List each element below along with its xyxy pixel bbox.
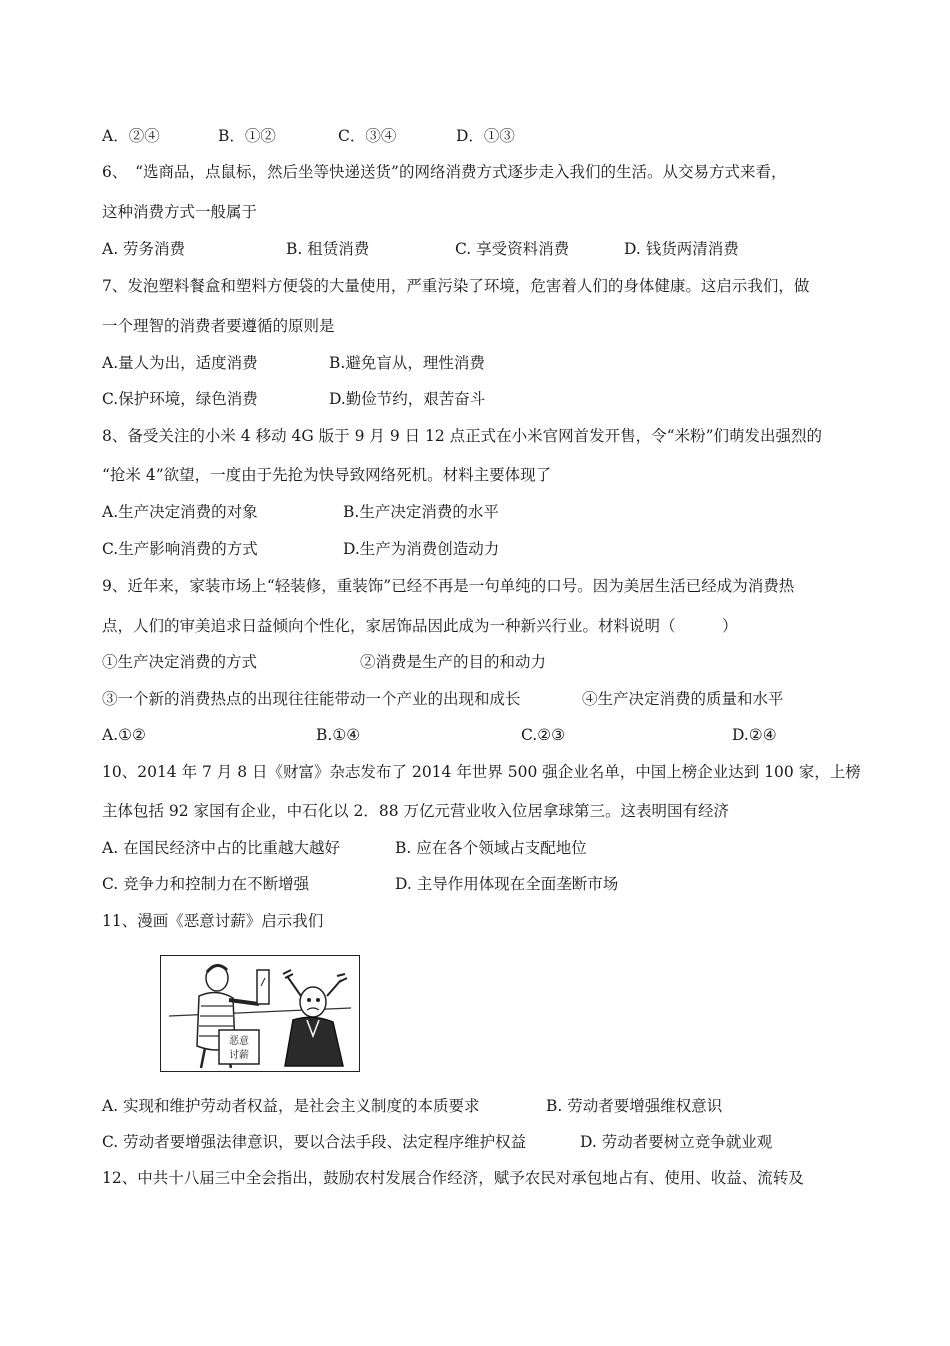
q9-item-2: ②消费是生产的目的和动力: [360, 653, 547, 671]
q12-stem-line1: 12、中共十八届三中全会指出，鼓励农村发展合作经济，赋予农民对承包地占有、使用、收益、流转及: [102, 1169, 804, 1187]
q6-stem-line2: 这种消费方式一般属于: [102, 203, 258, 221]
q9-option-c: C.②③: [521, 726, 566, 744]
q9-item-3: ③一个新的消费热点的出现往往能带动一个产业的出现和成长: [102, 690, 521, 708]
q11-option-d: D. 劳动者要树立竞争就业观: [580, 1133, 773, 1151]
q6-option-d: D. 钱货两清消费: [624, 240, 739, 258]
q9-item-4: ④生产决定消费的质量和水平: [582, 690, 784, 708]
q5-option-b: B．①②: [218, 127, 276, 145]
q7-option-c: C.保护环境，绿色消费: [102, 390, 258, 408]
q8-stem-line1: 8、备受关注的小米 4 移动 4G 版于 9 月 9 日 12 点正式在小米官网首发开售，令“米粉”们萌发出强烈的: [102, 427, 823, 445]
q10-option-b: B. 应在各个领域占支配地位: [395, 839, 587, 857]
q8-stem-line2: “抢米 4”欲望，一度由于先抢为快导致网络死机。材料主要体现了: [102, 466, 552, 484]
q8-option-c: C.生产影响消费的方式: [102, 540, 258, 558]
q11-option-b: B. 劳动者要增强维权意识: [546, 1097, 723, 1115]
q6-option-a: A. 劳务消费: [102, 240, 186, 258]
q10-option-c: C. 竞争力和控制力在不断增强: [102, 875, 310, 893]
q8-option-a: A.生产决定消费的对象: [102, 503, 258, 521]
q9-item-1: ①生产决定消费的方式: [102, 653, 258, 671]
q11-option-a: A. 实现和维护劳动者权益，是社会主义制度的本质要求: [102, 1097, 480, 1115]
q8-option-b: B.生产决定消费的水平: [343, 503, 499, 521]
q7-stem-line2: 一个理智的消费者要遵循的原则是: [102, 317, 335, 335]
q9-option-d: D.②④: [732, 726, 777, 744]
q11-option-c: C. 劳动者要增强法律意识，要以合法手段、法定程序维护权益: [102, 1133, 527, 1151]
q6-option-c: C. 享受资料消费: [455, 240, 570, 258]
q10-stem-line1: 10、2014 年 7 月 8 日《财富》杂志发布了 2014 年世界 500 强企业名单，中国上榜企业达到 100 家，上榜: [102, 763, 861, 781]
q7-option-b: B.避免盲从，理性消费: [329, 354, 485, 372]
cartoon-caption-bottom: 讨薪: [229, 1050, 249, 1061]
q9-option-a: A.①②: [102, 726, 146, 744]
q5-option-d: D．①③: [456, 127, 515, 145]
q6-option-b: B. 租赁消费: [286, 240, 370, 258]
q5-option-c: C．③④: [338, 127, 397, 145]
cartoon-caption-top: 恶意: [229, 1036, 249, 1047]
q9-option-b: B.①④: [316, 726, 361, 744]
q5-option-a: A．②④: [102, 127, 160, 145]
q11-stem-line1: 11、漫画《恶意讨薪》启示我们: [102, 912, 324, 930]
q7-stem-line1: 7、发泡塑料餐盒和塑料方便袋的大量使用，严重污染了环境，危害着人们的身体健康。这启示我们，做: [102, 277, 810, 295]
cartoon-illustration: [161, 956, 358, 1070]
q10-stem-line2: 主体包括 92 家国有企业，中石化以 2．88 万亿元营业收入位居拿球第三。这表明国有经济: [102, 802, 730, 820]
q10-option-d: D. 主导作用体现在全面垄断市场: [395, 875, 619, 893]
q8-option-d: D.生产为消费创造动力: [343, 540, 500, 558]
q10-option-a: A. 在国民经济中占的比重越大越好: [102, 839, 341, 857]
q6-stem-line1: 6、 “选商品，点鼠标，然后坐等快递送货”的网络消费方式逐步走入我们的生活。从交易方式来看，: [102, 163, 787, 181]
q7-option-a: A.量人为出，适度消费: [102, 354, 258, 372]
q9-stem-line1: 9、近年来，家装市场上“轻装修，重装饰”已经不再是一句单纯的口号。因为美居生活已经成为消费热: [102, 577, 795, 595]
q9-stem-line2: 点，人们的审美追求日益倾向个性化，家居饰品因此成为一种新兴行业。材料说明（ ）: [102, 617, 738, 635]
cartoon-image: [160, 955, 360, 1072]
q7-option-d: D.勤俭节约，艰苦奋斗: [329, 390, 486, 408]
